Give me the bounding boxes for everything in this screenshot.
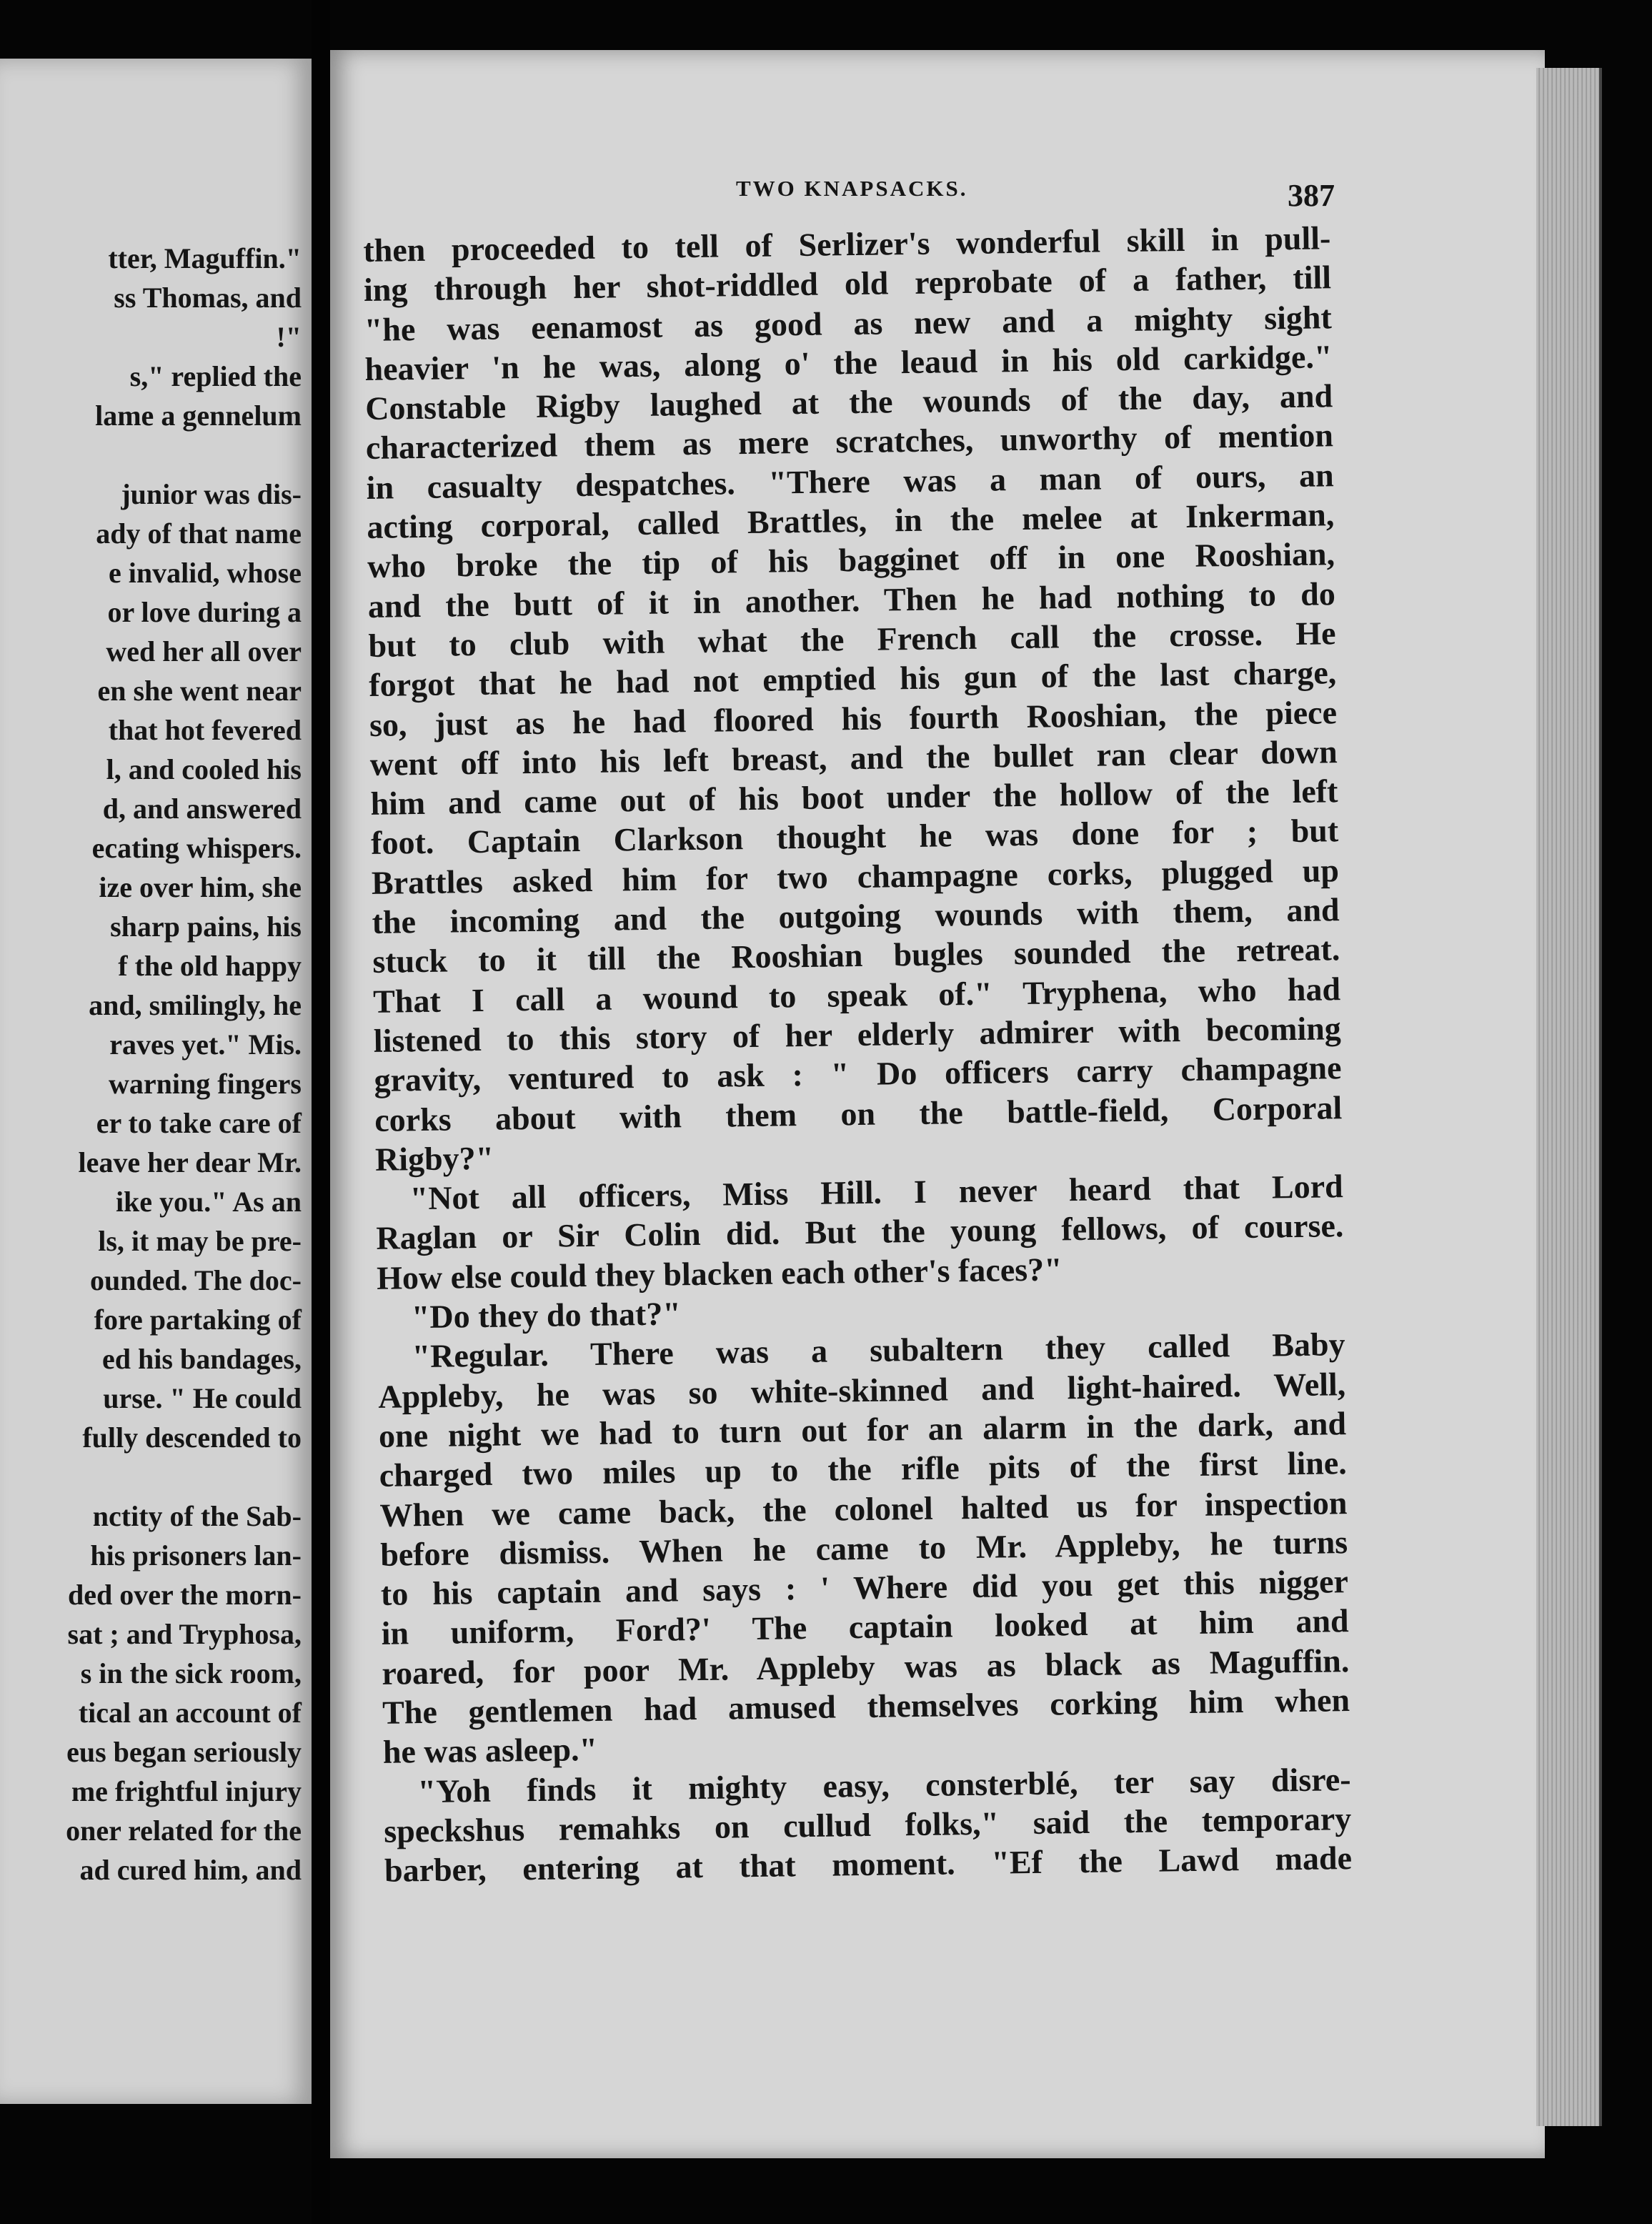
- text-line: speckshus remahks on cullud folks," said the temporary: [383, 1799, 1352, 1850]
- left-page-line: ounded. The doc-: [89, 1264, 302, 1296]
- text-line: The gentlemen had amused themselves corking him when: [382, 1682, 1350, 1731]
- text-line: but to club with what the French call the crosse. He: [368, 615, 1336, 664]
- left-page-line: s," replied the: [129, 360, 302, 392]
- text-line: stuck to it till the Rooshian bugles sounded the retreat.: [372, 930, 1340, 981]
- text-line: barber, entering at that moment. "Ef the Lawd made: [384, 1840, 1353, 1889]
- left-page-line: f the old happy: [118, 950, 302, 982]
- text-line: him and came out of his boot under the hollow of the left: [370, 773, 1338, 823]
- left-page-line: er to take care of: [96, 1107, 302, 1139]
- text-line: Rigby?": [374, 1139, 494, 1178]
- left-page-line: ls, it may be pre-: [98, 1225, 302, 1257]
- running-head: TWO KNAPSACKS.: [736, 176, 968, 201]
- left-page-line: ed his bandages,: [102, 1343, 302, 1375]
- text-line: ing through her shot-riddled old reprobate of a father, till: [363, 259, 1332, 309]
- left-page-line: sat ; and Tryphosa,: [67, 1618, 302, 1650]
- left-page-line: e invalid, whose: [108, 557, 302, 589]
- text-line: "Do they do that?": [411, 1295, 682, 1336]
- left-page-line: ize over him, she: [99, 871, 302, 903]
- left-page-line: s in the sick room,: [80, 1657, 302, 1689]
- left-page-line: ecating whispers.: [91, 832, 302, 864]
- text-line: Constable Rigby laughed at the wounds of the day, and: [364, 377, 1333, 427]
- text-line: gravity, ventured to ask : " Do officers carry champagne: [374, 1049, 1342, 1099]
- text-line: one night we had to turn out for an alarm in the dark, and: [378, 1405, 1347, 1454]
- text-line: corks about with them on the battle-field, Corporal: [374, 1088, 1343, 1138]
- text-line: Brattles asked him for two champagne corks, plugged up: [371, 851, 1340, 901]
- left-facing-page: [0, 59, 312, 2104]
- text-line: listened to this story of her elderly admirer with becoming: [373, 1010, 1342, 1059]
- text-line: "Not all officers, Miss Hill. I never heard that Lord: [409, 1168, 1343, 1217]
- text-line: "he was eenamost as good as new and a mighty sight: [364, 298, 1333, 348]
- left-page-line: and, smilingly, he: [89, 989, 302, 1021]
- text-line: the incoming and the outgoing wounds with them, and: [372, 891, 1340, 940]
- left-page-line: junior was dis-: [121, 478, 302, 510]
- left-page-line: warning fingers: [109, 1068, 302, 1100]
- text-line: forgot that he had not emptied his gun of the last charge,: [368, 654, 1337, 704]
- left-page-line: fully descended to: [82, 1421, 302, 1454]
- left-page-line: oner related for the: [66, 1815, 302, 1847]
- left-page-line: lame a gennelum: [95, 399, 302, 432]
- text-line: heavier 'n he was, along o' the leaud in his old carkidge.": [364, 338, 1333, 387]
- page-number: 387: [1288, 178, 1335, 213]
- text-line: in casualty despatches. "There was a man of ours, an: [366, 457, 1334, 506]
- text-line: then proceeded to tell of Serlizer's wonderful skill in pull-: [363, 219, 1331, 269]
- left-page-line: ss Thomas, and: [114, 282, 302, 314]
- left-page-line: l, and cooled his: [106, 753, 302, 785]
- left-page-line: or love during a: [107, 596, 302, 628]
- left-page-line: sharp pains, his: [110, 910, 302, 943]
- left-page-line: ded over the morn-: [68, 1579, 302, 1611]
- left-page-line: tical an account of: [78, 1697, 302, 1729]
- left-page-line: eus began seriously: [66, 1736, 302, 1768]
- left-page-line: [0, 1457, 302, 1496]
- left-page-line: his prisoners lan-: [90, 1539, 302, 1572]
- text-line: so, just as he had floored his fourth Rooshian, the piece: [369, 693, 1338, 743]
- text-line: he was asleep.": [382, 1731, 598, 1771]
- book-gutter: [312, 0, 330, 2224]
- text-line: foot. Captain Clarkson thought he was done for ; but: [370, 812, 1339, 862]
- left-page-line: !": [276, 321, 302, 353]
- text-line: acting corporal, called Brattles, in the melee at Inkerman,: [367, 496, 1335, 546]
- left-page-line: ad cured him, and: [79, 1854, 302, 1886]
- text-line: "Yoh finds it mighty easy, consterblé, ter say disre-: [417, 1760, 1351, 1810]
- text-line: Appleby, he was so white-skinned and light-haired. Well,: [378, 1365, 1346, 1415]
- left-page-line: nctity of the Sab-: [92, 1500, 302, 1532]
- page-edges: [1536, 68, 1602, 2126]
- text-line: characterized them as mere scratches, unworthy of mention: [365, 417, 1334, 467]
- left-page-line: tter, Maguffin.": [108, 242, 302, 274]
- text-line: "Regular. There was a subaltern they called Baby: [412, 1326, 1345, 1375]
- left-page-line: ady of that name: [96, 517, 302, 550]
- text-line: before dismiss. When he came to Mr. Appleby, he turns: [379, 1523, 1348, 1573]
- text-line: charged two miles up to the rifle pits of the first line.: [379, 1444, 1348, 1494]
- text-line: who broke the tip of his bagginet off in one Rooshian,: [367, 535, 1335, 585]
- left-page-line: raves yet." Mis.: [109, 1028, 302, 1061]
- text-line: When we came back, the colonel halted us for inspection: [379, 1484, 1348, 1534]
- text-line: in uniform, Ford?' The captain looked at him and: [381, 1602, 1349, 1652]
- text-line: and the butt of it in another. Then he had nothing to do: [367, 575, 1336, 625]
- left-page-text: [0, 239, 302, 1890]
- left-page-line: ike you." As an: [115, 1186, 302, 1218]
- left-page-line: fore partaking of: [94, 1304, 302, 1336]
- text-line: That I call a wound to speak of." Tryphena, who had: [372, 970, 1341, 1020]
- text-line: roared, for poor Mr. Appleby was as black as Maguffin.: [382, 1642, 1350, 1692]
- left-page-line: en she went near: [97, 675, 302, 707]
- left-page-line: d, and answered: [102, 793, 302, 825]
- left-page-line: me frightful injury: [71, 1775, 302, 1807]
- left-page-line: urse. " He could: [103, 1382, 302, 1414]
- text-line: to his captain and says : ' Where did you get this nigger: [380, 1563, 1349, 1612]
- left-page-line: [0, 435, 302, 475]
- text-line: Raglan or Sir Colin did. But the young fellows, of course.: [376, 1207, 1344, 1257]
- left-page-line: leave her dear Mr.: [78, 1146, 302, 1178]
- left-page-line: that hot fevered: [108, 714, 302, 746]
- text-line: How else could they blacken each other's faces?": [376, 1251, 1063, 1296]
- body-text: [363, 218, 1352, 1890]
- left-page-line: wed her all over: [106, 635, 302, 667]
- text-line: went off into his left breast, and the bullet ran clear down: [369, 733, 1338, 783]
